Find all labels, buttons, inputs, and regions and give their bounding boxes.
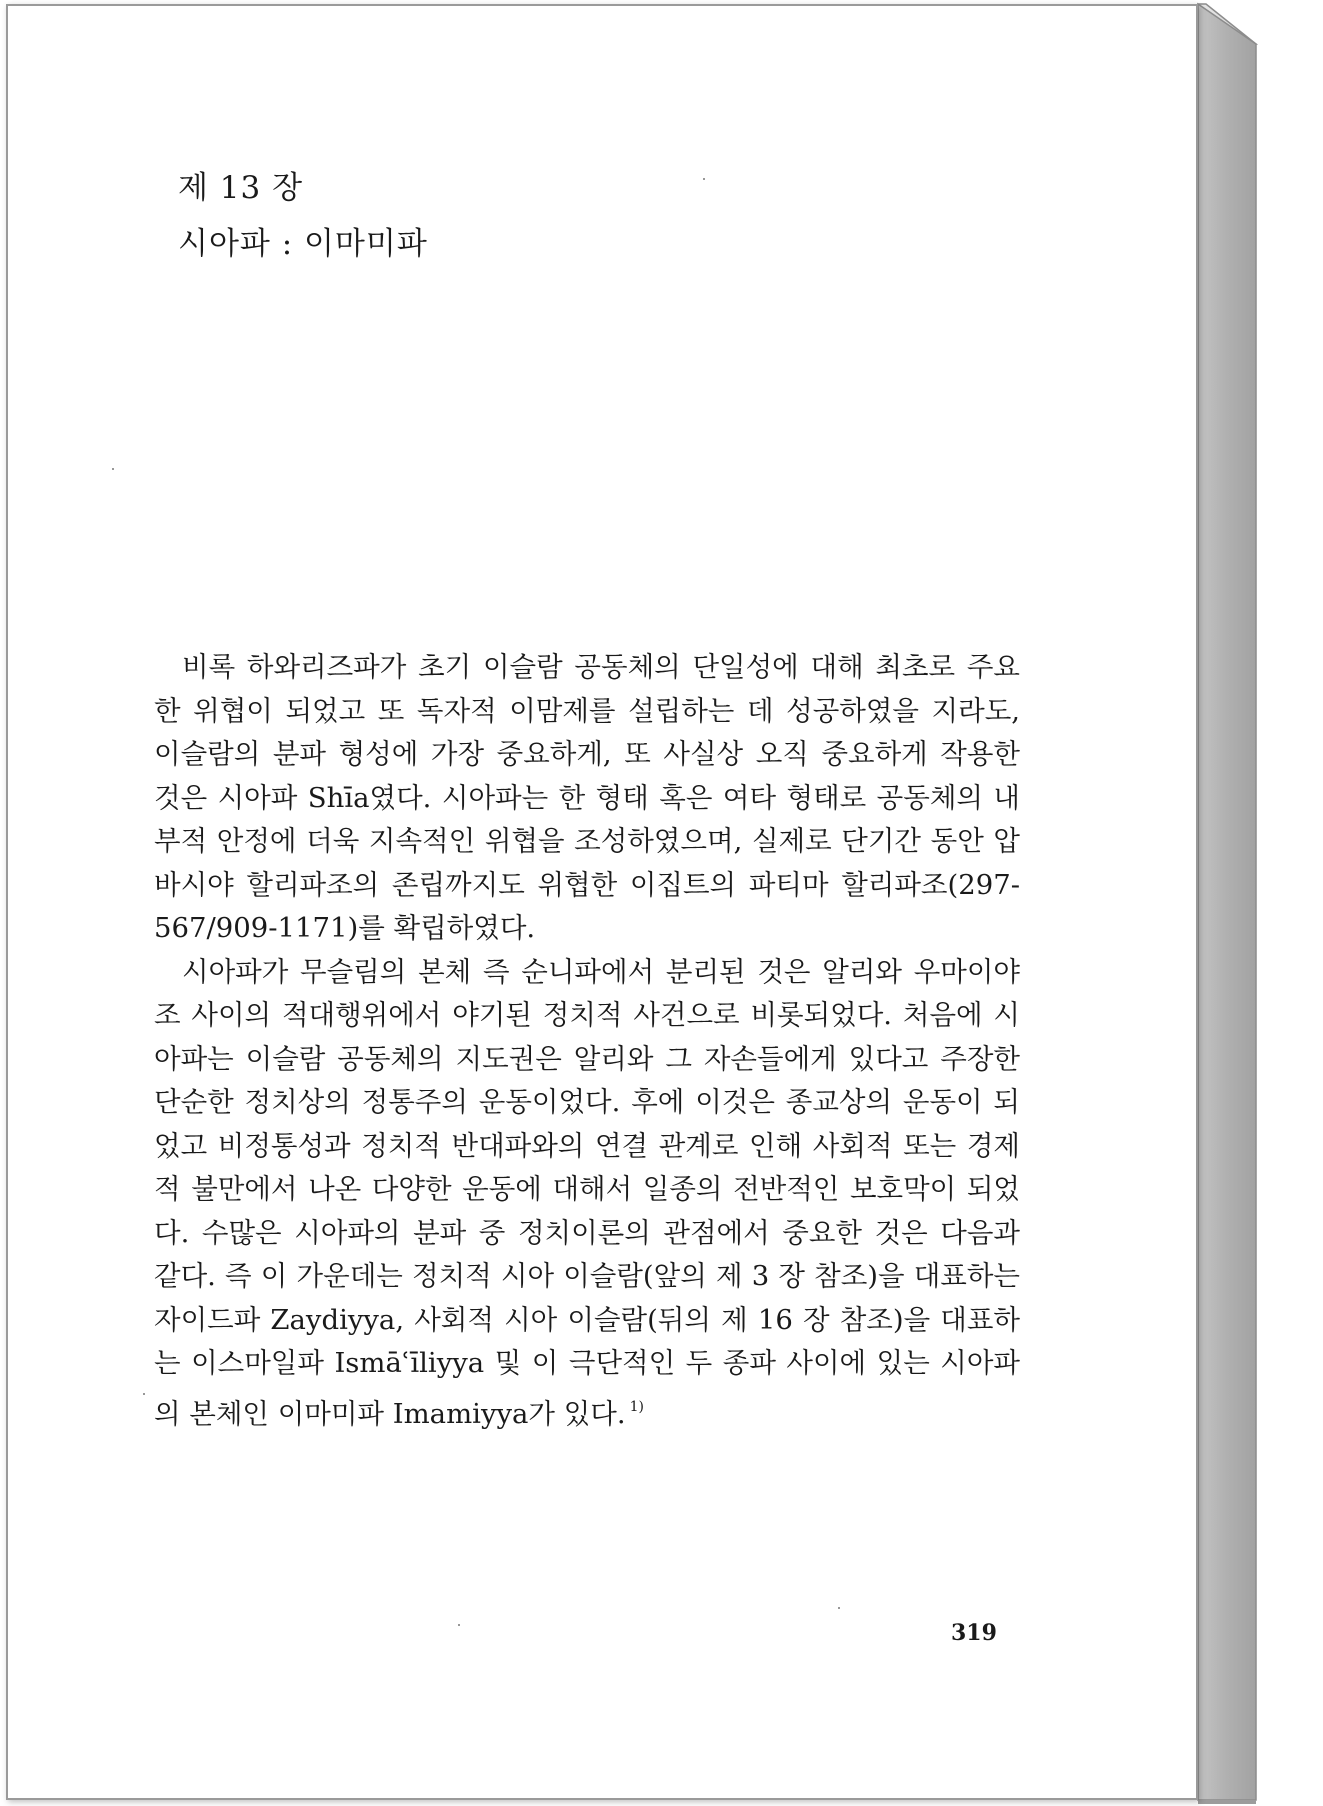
page-number: 319 bbox=[951, 1620, 997, 1646]
paragraph-1 bbox=[154, 646, 1020, 951]
body-text bbox=[154, 646, 1020, 1436]
paragraph-2-text: 시아파가 무슬림의 본체 즉 순니파에서 분리된 것은 알리와 우마이야조 사이의 적대행위에서 야기된 정치적 사건으로 비롯되었다. 처음에 시아파는 이슬람 공동체의 지도권은 알리와 그 자손들에게 있다고 주장한 단순한 정치상의 정통주의 운동이었다. 후에 이것은 종교상의 운동이 되었고 비정통성과 정치적 반대파와의 연결 관계로 인해 사회적 또는 경제적 불만에서 나온 다양한 운동에 대해서 일종의 전반적인 보호막이 되었다. 수많은 시아파의 분파 중 정치이론의 관점에서 중요한 것은 다음과 같다. 즉 이 가운데는 정치적 시아 이슬람(앞의 제 3 장 참조)을 대표하는 자이드파 Zaydiyya, 사회적 시아 이슬람(뒤의 제 16 장 참조)을 대표하는 이스마일파 Ismāʿīliyya 및 이 극단적인 두 종파 사이에 있는 시아파의 본체인 이마미파 Imamiyya가 있다. bbox=[154, 955, 1020, 1430]
chapter-number: 제 13 장 bbox=[178, 170, 304, 206]
footnote-mark: 1) bbox=[629, 1398, 644, 1415]
scan-speck bbox=[838, 1607, 840, 1609]
paragraph-2 bbox=[154, 951, 1020, 1437]
scan-speck bbox=[143, 1393, 145, 1395]
chapter-title: 시아파 : 이마미파 bbox=[178, 226, 428, 262]
scan-speck bbox=[458, 1624, 460, 1626]
scan-speck bbox=[112, 468, 114, 470]
paragraph-1-text: 비록 하와리즈파가 초기 이슬람 공동체의 단일성에 대해 최초로 주요한 위협이 되었고 또 독자적 이맘제를 설립하는 데 성공하였을 지라도, 이슬람의 분파 형성에 가장 중요하게, 또 사실상 오직 중요하게 작용한 것은 시아파 Shīa였다. 시아파는 한 형태 혹은 여타 형태로 공동체의 내부적 안정에 더욱 지속적인 위협을 조성하였으며, 실제로 단기간 동안 압바시야 할리파조의 존립까지도 위협한 이집트의 파티마 할리파조(297-567/909-1171)를 확립하였다. bbox=[154, 651, 1021, 944]
scan-speck bbox=[703, 178, 705, 180]
